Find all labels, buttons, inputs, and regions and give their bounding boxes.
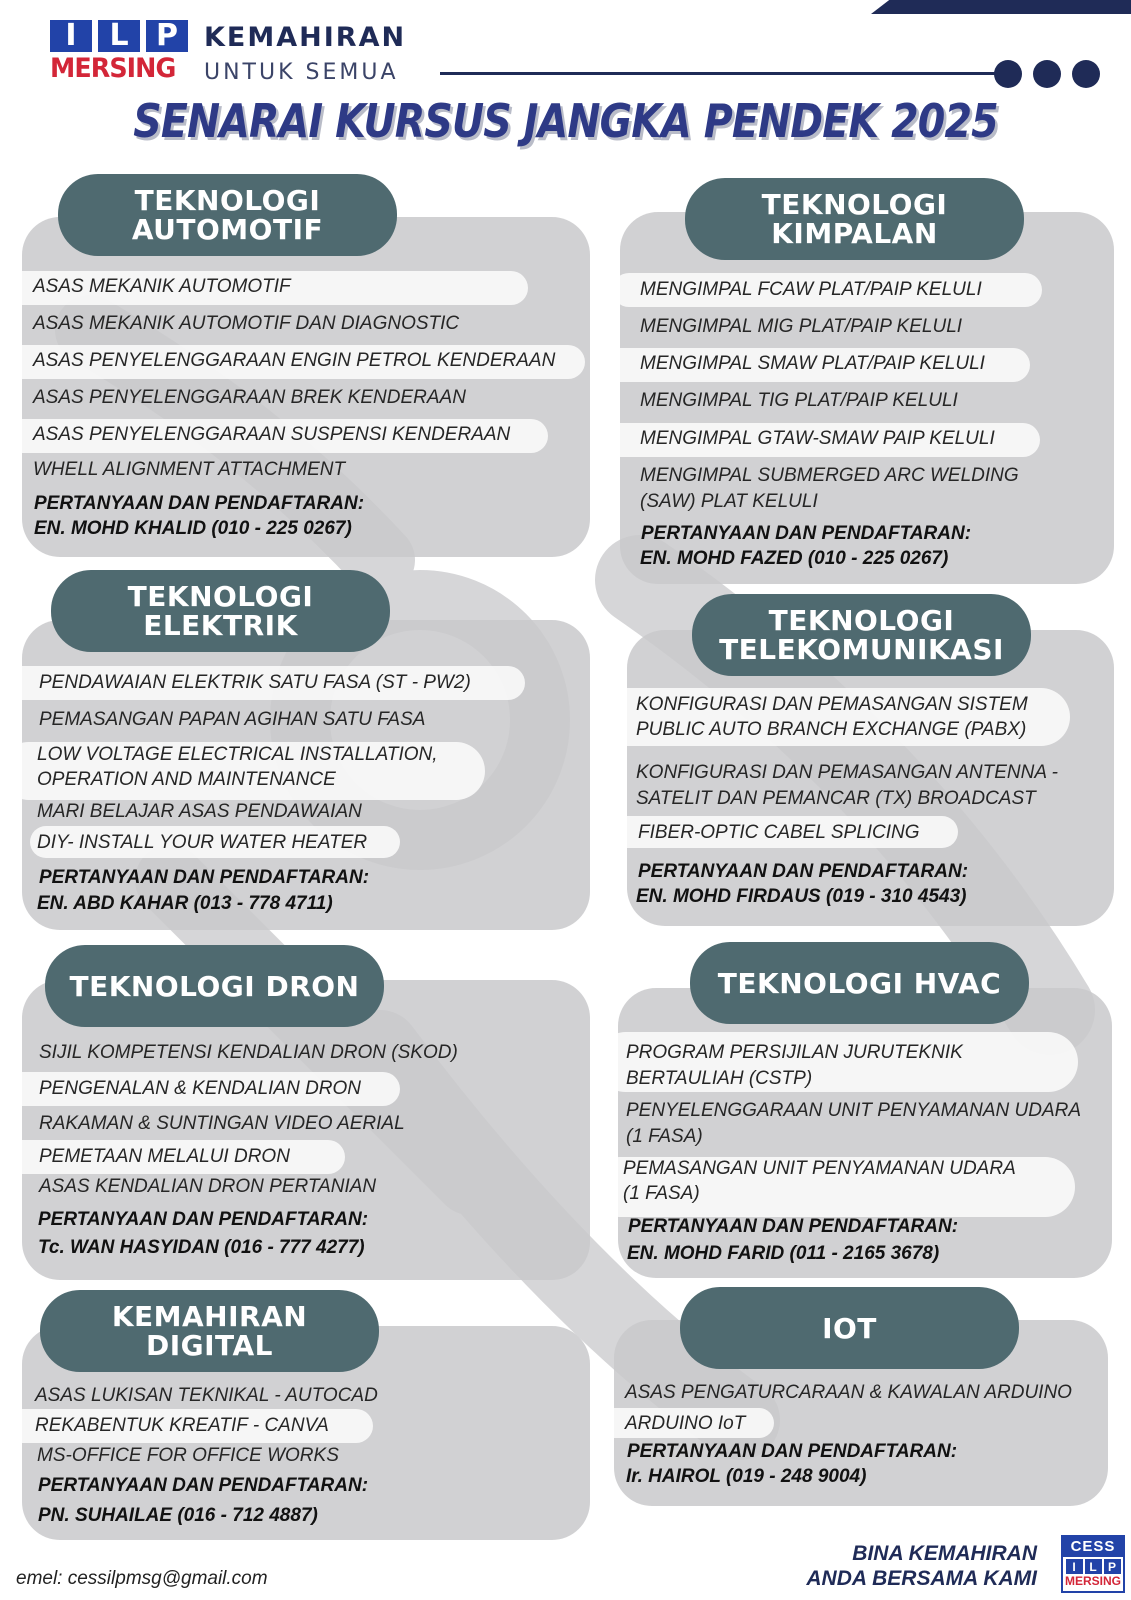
course-item: (SAW) PLAT KELULI (640, 491, 818, 512)
enquiry-contact: EN. MOHD KHALID (010 - 225 0267) (34, 518, 352, 539)
enquiry-contact: EN. ABD KAHAR (013 - 778 4711) (37, 893, 333, 914)
course-item: BERTAULIAH (CSTP) (626, 1068, 813, 1089)
course-item: DIY- INSTALL YOUR WATER HEATER (37, 832, 368, 853)
enquiry-label: PERTANYAAN DAN PENDAFTARAN: (638, 861, 969, 882)
course-item: MARI BELAJAR ASAS PENDAWAIAN (37, 801, 362, 822)
course-item: REKABENTUK KREATIF - CANVA (35, 1415, 329, 1436)
enquiry-label: PERTANYAAN DAN PENDAFTARAN: (38, 1475, 369, 1496)
cess-logo-place: MERSING (1064, 1574, 1121, 1588)
course-item: ASAS MEKANIK AUTOMOTIF (33, 276, 291, 297)
course-title-hvac: TEKNOLOGI HVAC (690, 942, 1029, 1024)
enquiry-contact: EN. MOHD FIRDAUS (019 - 310 4543) (636, 886, 967, 907)
contact-email: emel: cessilpmsg@gmail.com (16, 1568, 268, 1589)
course-title-automotif: TEKNOLOGI AUTOMOTIF (58, 174, 397, 256)
corner-accent-bar (871, 0, 1131, 14)
header-divider (440, 72, 1000, 75)
enquiry-contact: PN. SUHAILAE (016 - 712 4887) (38, 1505, 318, 1526)
course-item: WHELL ALIGNMENT ATTACHMENT (33, 459, 346, 480)
cess-logo-text: CESS (1063, 1537, 1123, 1557)
course-item: PENDAWAIAN ELEKTRIK SATU FASA (ST - PW2) (39, 672, 471, 693)
page-title: SENARAI KURSUS JANGKA PENDEK 2025 (133, 94, 998, 148)
course-item: RAKAMAN & SUNTINGAN VIDEO AERIAL (39, 1113, 405, 1134)
course-item: PUBLIC AUTO BRANCH EXCHANGE (PABX) (636, 719, 1027, 740)
course-title-dron: TEKNOLOGI DRON (45, 945, 384, 1027)
logo-place: MERSING (50, 53, 176, 84)
cess-logo-letter: P (1104, 1559, 1121, 1574)
enquiry-label: PERTANYAAN DAN PENDAFTARAN: (34, 493, 365, 514)
footer-slogan (806, 1541, 1037, 1591)
course-item: ASAS KENDALIAN DRON PERTANIAN (39, 1176, 377, 1197)
course-title-elektrik: TEKNOLOGI ELEKTRIK (51, 570, 390, 652)
logo-letter: P (146, 20, 188, 52)
enquiry-contact: Tc. WAN HASYIDAN (016 - 777 4277) (38, 1237, 365, 1258)
header-dot (1072, 60, 1100, 88)
course-item: SIJIL KOMPETENSI KENDALIAN DRON (SKOD) (39, 1042, 458, 1063)
course-item: PEMETAAN MELALUI DRON (39, 1146, 290, 1167)
enquiry-label: PERTANYAAN DAN PENDAFTARAN: (641, 523, 972, 544)
course-item: ASAS PENYELENGGARAAN ENGIN PETROL KENDERAAN (33, 350, 556, 371)
ilp-mersing-logo (50, 20, 188, 88)
course-item: PENGENALAN & KENDALIAN DRON (39, 1078, 362, 1099)
course-item: KONFIGURASI DAN PEMASANGAN SISTEM (636, 694, 1028, 715)
course-item: PENYELENGGARAAN UNIT PENYAMANAN UDARA (626, 1100, 1082, 1121)
enquiry-label: PERTANYAAN DAN PENDAFTARAN: (38, 1209, 369, 1230)
course-item: MS-OFFICE FOR OFFICE WORKS (37, 1445, 339, 1466)
course-item: PROGRAM PERSIJILAN JURUTEKNIK (626, 1042, 963, 1063)
course-item: PEMASANGAN UNIT PENYAMANAN UDARA (623, 1158, 1016, 1179)
course-item: ASAS PENYELENGGARAAN SUSPENSI KENDERAAN (33, 424, 511, 445)
course-item: ASAS PENYELENGGARAAN BREK KENDERAAN (33, 387, 466, 408)
enquiry-label: PERTANYAAN DAN PENDAFTARAN: (39, 867, 370, 888)
cess-ilp-logo (1061, 1535, 1125, 1593)
course-title-digital: KEMAHIRAN DIGITAL (40, 1290, 379, 1372)
course-item: ASAS LUKISAN TEKNIKAL - AUTOCAD (35, 1385, 378, 1406)
cess-logo-letter: I (1066, 1559, 1083, 1574)
course-item: MENGIMPAL FCAW PLAT/PAIP KELULI (640, 279, 982, 300)
course-item: ASAS MEKANIK AUTOMOTIF DAN DIAGNOSTIC (33, 313, 460, 334)
enquiry-contact: EN. MOHD FAZED (010 - 225 0267) (640, 548, 949, 569)
logo-letter: I (50, 20, 92, 52)
enquiry-contact: Ir. HAIROL (019 - 248 9004) (626, 1466, 867, 1487)
course-item: (1 FASA) (626, 1126, 703, 1147)
header-dot (1033, 60, 1061, 88)
enquiry-label: PERTANYAAN DAN PENDAFTARAN: (628, 1216, 959, 1237)
course-item: MENGIMPAL GTAW-SMAW PAIP KELULI (640, 428, 995, 449)
course-item: MENGIMPAL MIG PLAT/PAIP KELULI (640, 316, 963, 337)
tagline-secondary: UNTUK SEMUA (204, 60, 399, 85)
tagline-primary: KEMAHIRAN (204, 22, 407, 53)
course-item: LOW VOLTAGE ELECTRICAL INSTALLATION, (37, 744, 438, 765)
course-item: ARDUINO IoT (625, 1413, 746, 1434)
course-item: MENGIMPAL SMAW PLAT/PAIP KELULI (640, 353, 985, 374)
course-item: MENGIMPAL TIG PLAT/PAIP KELULI (640, 390, 958, 411)
cess-logo-letter: L (1085, 1559, 1102, 1574)
header-dot (994, 60, 1022, 88)
course-item: OPERATION AND MAINTENANCE (37, 769, 336, 790)
logo-letter: L (98, 20, 140, 52)
slogan-line: ANDA BERSAMA KAMI (806, 1567, 1037, 1590)
course-item: SATELIT DAN PEMANCAR (TX) BROADCAST (636, 788, 1036, 809)
course-item: MENGIMPAL SUBMERGED ARC WELDING (640, 465, 1019, 486)
course-item: PEMASANGAN PAPAN AGIHAN SATU FASA (39, 709, 426, 730)
course-item: KONFIGURASI DAN PEMASANGAN ANTENNA - (636, 762, 1058, 783)
slogan-line: BINA KEMAHIRAN (852, 1542, 1037, 1565)
course-item: (1 FASA) (623, 1183, 700, 1204)
course-title-iot: IOT (680, 1287, 1019, 1369)
enquiry-contact: EN. MOHD FARID (011 - 2165 3678) (627, 1243, 940, 1264)
course-title-telekomunikasi: TEKNOLOGI TELEKOMUNIKASI (692, 594, 1031, 676)
course-item: ASAS PENGATURCARAAN & KAWALAN ARDUINO (625, 1382, 1072, 1403)
course-item: FIBER-OPTIC CABEL SPLICING (638, 822, 920, 843)
enquiry-label: PERTANYAAN DAN PENDAFTARAN: (627, 1441, 958, 1462)
course-title-kimpalan: TEKNOLOGI KIMPALAN (685, 178, 1024, 260)
